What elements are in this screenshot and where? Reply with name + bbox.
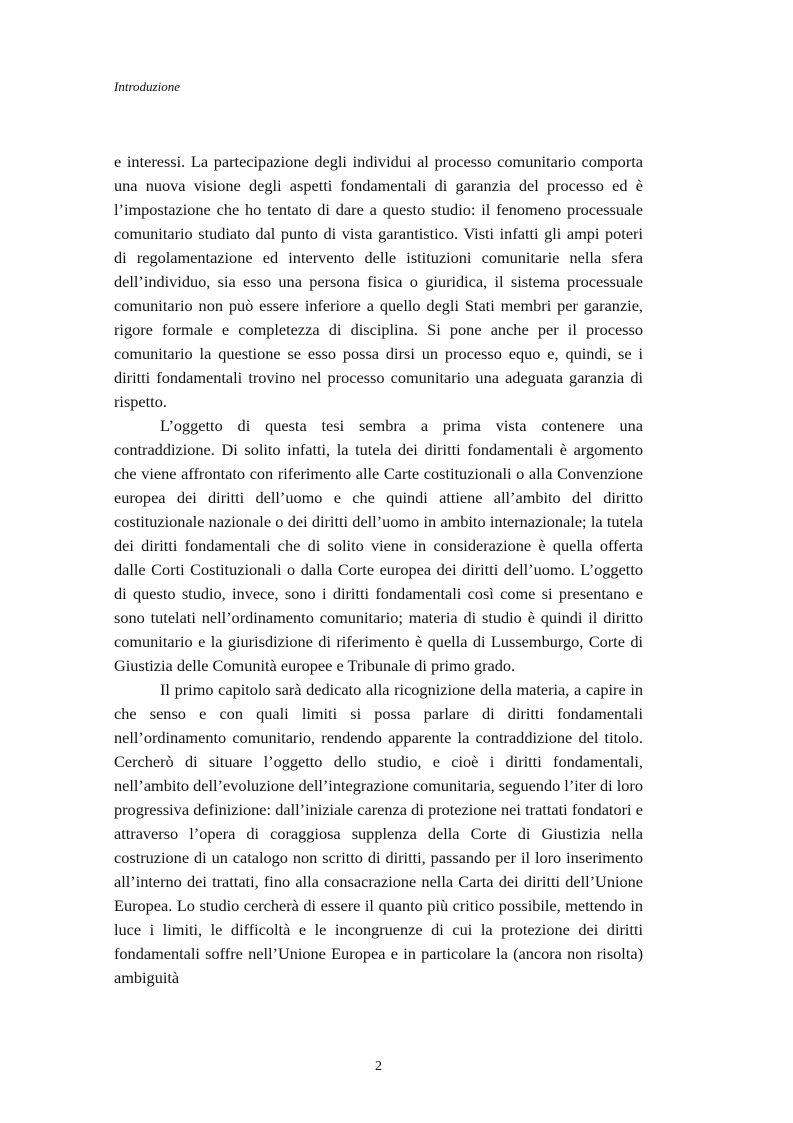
- page-number: 2: [375, 1059, 382, 1074]
- paragraph-3: Il primo capitolo sarà dedicato alla ricognizione della materia, a capire in che senso e con quali limiti si possa parlare di diritti fondamentali nell’ordinamento comunitario, rendendo apparente la contraddizione del titolo. Cercherò di situare l’oggetto dello studio, e cioè i diritti fondamentali, nell’ambito dell’evoluzione dell’integrazione comunitaria, seguendo l’iter di loro progressiva definizione: dall’iniziale carenza di protezione nei trattati fondatori e attraverso l’opera di coraggiosa supplenza della Corte di Giustizia nella costruzione di un catalogo non scritto di diritti, passando per il loro inserimento all’interno dei trattati, fino alla consacrazione nella Carta dei diritti dell’Unione Europea. Lo studio cercherà di essere il quanto più critico possibile, mettendo in luce i limiti, le difficoltà e le incongruenze di cui la protezione dei diritti fondamentali soffre nell’Unione Europea e in particolare la (ancora non risolta) ambiguità: [114, 680, 643, 987]
- running-header: Introduzione: [114, 79, 180, 94]
- paragraph-1: e interessi. La partecipazione degli individui al processo comunitario comporta una nuova visione degli aspetti fondamentali di garanzia del processo ed è l’impostazione che ho tentato di dare a questo studio: il fenomeno processuale comunitario studiato dal punto di vista garantistico. Visti infatti gli ampi poteri di regolamentazione ed intervento delle istituzioni comunitarie nella sfera dell’individuo, sia esso una persona fisica o giuridica, il sistema processuale comunitario non può essere inferiore a quello degli Stati membri per garanzie, rigore formale e completezza di disciplina. Si pone anche per il processo comunitario la questione se esso possa dirsi un processo equo e, quindi, se i diritti fondamentali trovino nel processo comunitario una adeguata garanzia di rispetto.: [114, 152, 643, 411]
- paragraph-2: L’oggetto di questa tesi sembra a prima vista contenere una contraddizione. Di solito infatti, la tutela dei diritti fondamentali è argomento che viene affrontato con riferimento alle Carte costituzionali o alla Convenzione europea dei diritti dell’uomo e che quindi attiene all’ambito del diritto costituzionale nazionale o dei diritti dell’uomo in ambito internazionale; la tutela dei diritti fondamentali che di solito viene in considerazione è quella offerta dalle Corti Costituzionali o dalla Corte europea dei diritti dell’uomo. L’oggetto di questo studio, invece, sono i diritti fondamentali così come si presentano e sono tutelati nell’ordinamento comunitario; materia di studio è quindi il diritto comunitario e la giurisdizione di riferimento è quella di Lussemburgo, Corte di Giustizia delle Comunità europee e Tribunale di primo grado.: [114, 416, 643, 675]
- body-text: [114, 150, 643, 990]
